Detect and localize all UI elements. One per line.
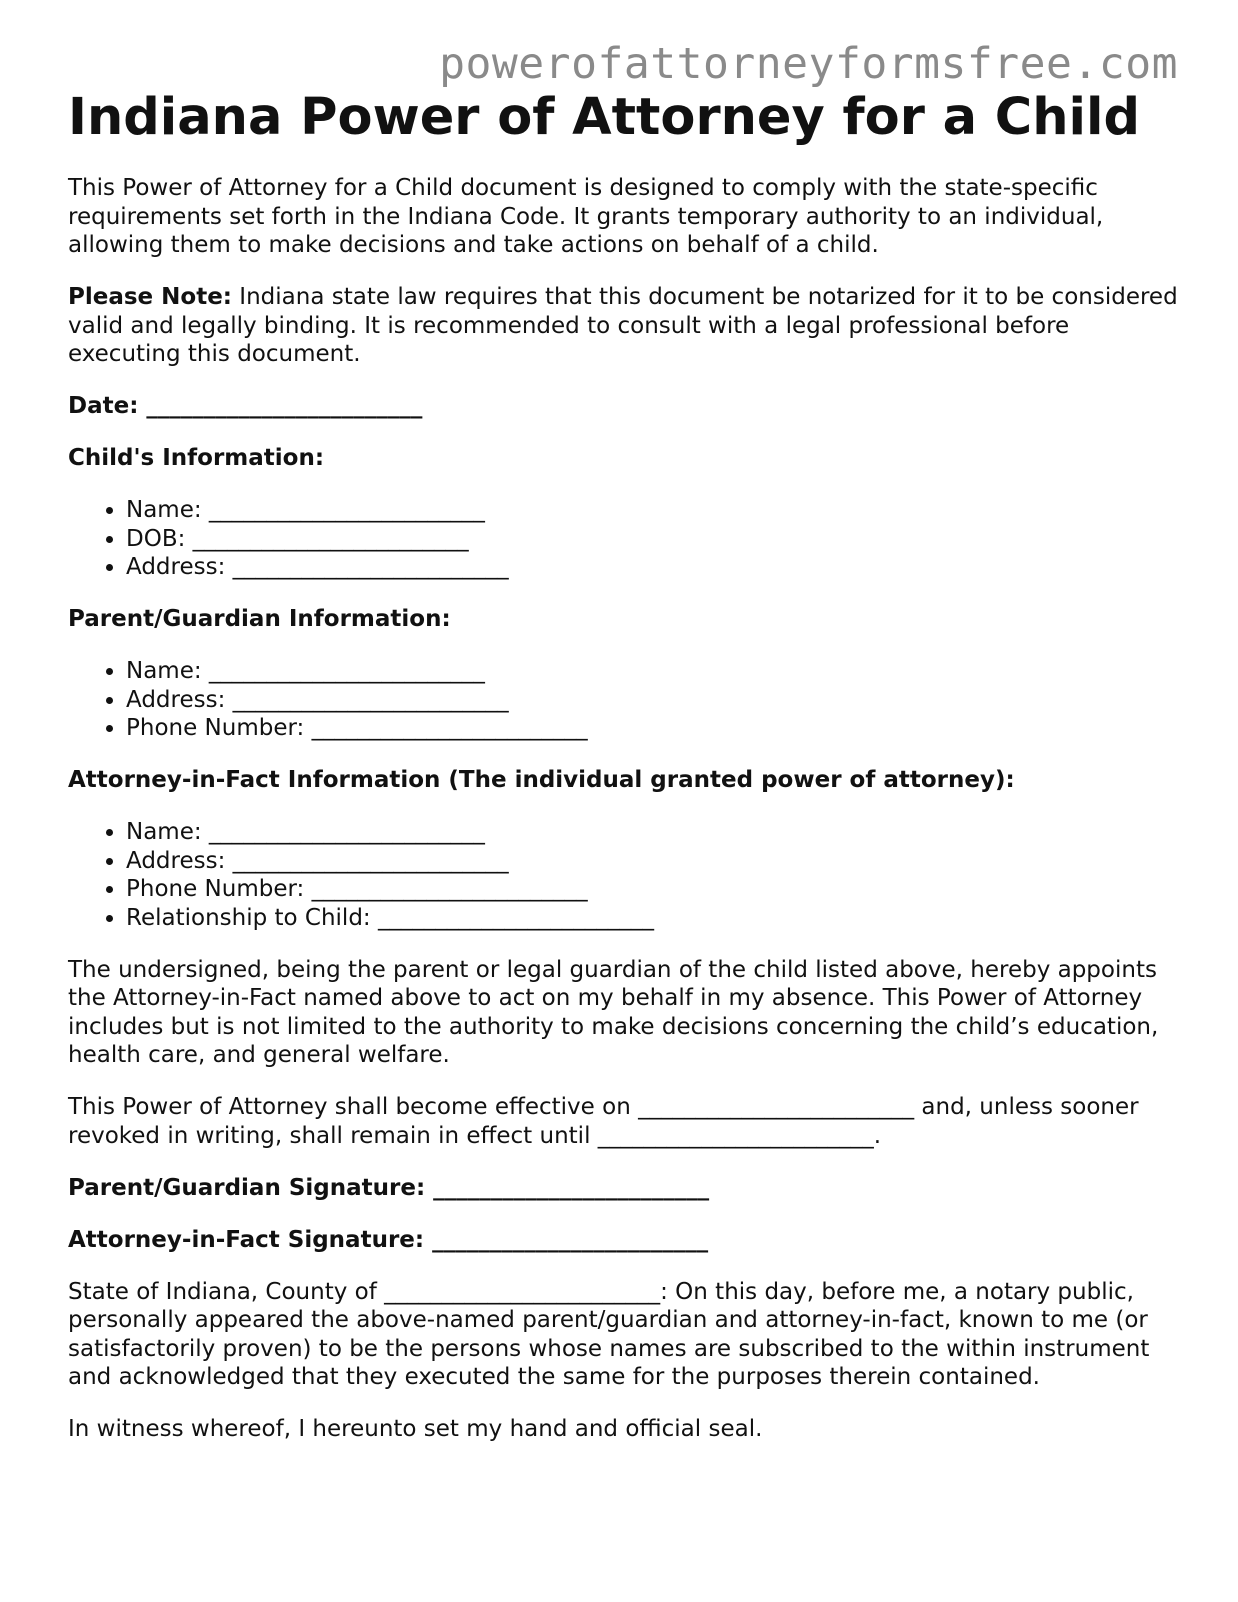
document-body — [68, 174, 1178, 1467]
child-address-label: Address: — [126, 554, 226, 580]
date-field — [68, 392, 1178, 421]
aif-info-heading: Attorney-in-Fact Information (The individual granted power of attorney): — [68, 767, 1015, 793]
date-blank[interactable]: ________________________ — [146, 393, 423, 419]
effective-start-blank[interactable]: ________________________ — [638, 1094, 915, 1120]
parent-address-label: Address: — [126, 686, 226, 713]
parent-address-blank[interactable]: ________________________ — [232, 686, 509, 713]
aif-signature-line — [68, 1226, 1178, 1255]
list-item — [126, 496, 1178, 525]
list-item — [126, 875, 1178, 904]
parent-phone-label: Phone Number: — [126, 715, 305, 741]
aif-name-label: Name: — [126, 819, 202, 845]
parent-signature-blank[interactable]: ________________________ — [433, 1174, 710, 1201]
child-dob-label: DOB: — [126, 525, 186, 552]
child-info-heading: Child's Information: — [68, 445, 325, 471]
aif-phone-label: Phone Number: — [126, 876, 305, 902]
note-text: Indiana state law requires that this document be notarized for it to be considered valid and legally binding. It is recommended to consult with a legal professional before executing this document. — [68, 284, 1178, 367]
aif-name-blank[interactable]: ________________________ — [208, 819, 485, 845]
list-item — [126, 553, 1178, 582]
parent-info-list — [68, 657, 1178, 743]
parent-name-label: Name: — [126, 658, 202, 684]
notary-paragraph — [68, 1278, 1178, 1392]
notary-text-1: State of Indiana, County of — [68, 1278, 385, 1305]
notary-text-2: : On this day, before me, a notary public, personally appeared the above-named parent/guardian and attorney-in-fact, known to me (or satisfactorily proven) to be the persons whose names are subscribed to the within instrument and acknowledged that they executed the same for the purposes therein contained. — [68, 1278, 1150, 1390]
parent-name-blank[interactable]: ________________________ — [208, 658, 485, 684]
appointment-paragraph: The undersigned, being the parent or legal guardian of the child listed above, hereby appoints the Attorney-in-Fact named above to act on my behalf in my absence. This Power of Attorney includes but is not limited to the authority to make decisions concerning the child’s education, health care, and general welfare. — [68, 956, 1159, 1068]
parent-phone-blank[interactable]: ________________________ — [311, 715, 588, 741]
child-name-blank[interactable]: ________________________ — [208, 497, 485, 523]
note-paragraph — [68, 283, 1178, 369]
list-item — [126, 525, 1178, 554]
aif-phone-blank[interactable]: ________________________ — [311, 876, 588, 902]
list-item — [126, 847, 1178, 876]
effective-text-2: and, unless sooner revoked in writing, shall remain in effect until — [68, 1094, 1139, 1149]
aif-signature-label: Attorney-in-Fact Signature: — [68, 1226, 425, 1253]
aif-relationship-blank[interactable]: ________________________ — [377, 904, 654, 931]
effective-paragraph — [68, 1093, 1178, 1150]
effective-text-1: This Power of Attorney shall become effective on — [68, 1094, 639, 1120]
parent-signature-line — [68, 1174, 1178, 1203]
child-name-label: Name: — [126, 497, 202, 523]
intro-paragraph: This Power of Attorney for a Child document is designed to comply with the state-specific requirements set forth in the Indiana Code. It grants temporary authority to an individual, allowing them to make decisions and take actions on behalf of a child. — [68, 175, 1104, 258]
list-item — [126, 714, 1178, 743]
document-title: Indiana Power of Attorney for a Child — [68, 88, 1140, 147]
aif-signature-blank[interactable]: ________________________ — [432, 1226, 709, 1253]
list-item — [126, 818, 1178, 847]
parent-info-heading: Parent/Guardian Information: — [68, 606, 451, 632]
effective-text-3: . — [873, 1122, 882, 1149]
county-blank[interactable]: ________________________ — [384, 1278, 661, 1305]
list-item — [126, 657, 1178, 686]
effective-end-blank[interactable]: ________________________ — [597, 1122, 874, 1149]
list-item — [126, 904, 1178, 933]
date-label: Date: — [68, 393, 139, 419]
child-address-blank[interactable]: ________________________ — [232, 554, 509, 580]
aif-relationship-label: Relationship to Child: — [126, 904, 371, 931]
note-label: Please Note: — [68, 284, 232, 310]
site-watermark: powerofattorneyformsfree.com — [439, 39, 1178, 89]
witness-paragraph: In witness whereof, I hereunto set my hand and official seal. — [68, 1416, 763, 1442]
list-item — [126, 686, 1178, 715]
child-dob-blank[interactable]: ________________________ — [192, 525, 469, 552]
parent-signature-label: Parent/Guardian Signature: — [68, 1174, 426, 1201]
aif-address-blank[interactable]: ________________________ — [232, 847, 509, 874]
aif-info-list — [68, 818, 1178, 932]
child-info-list — [68, 496, 1178, 582]
aif-address-label: Address: — [126, 847, 226, 874]
